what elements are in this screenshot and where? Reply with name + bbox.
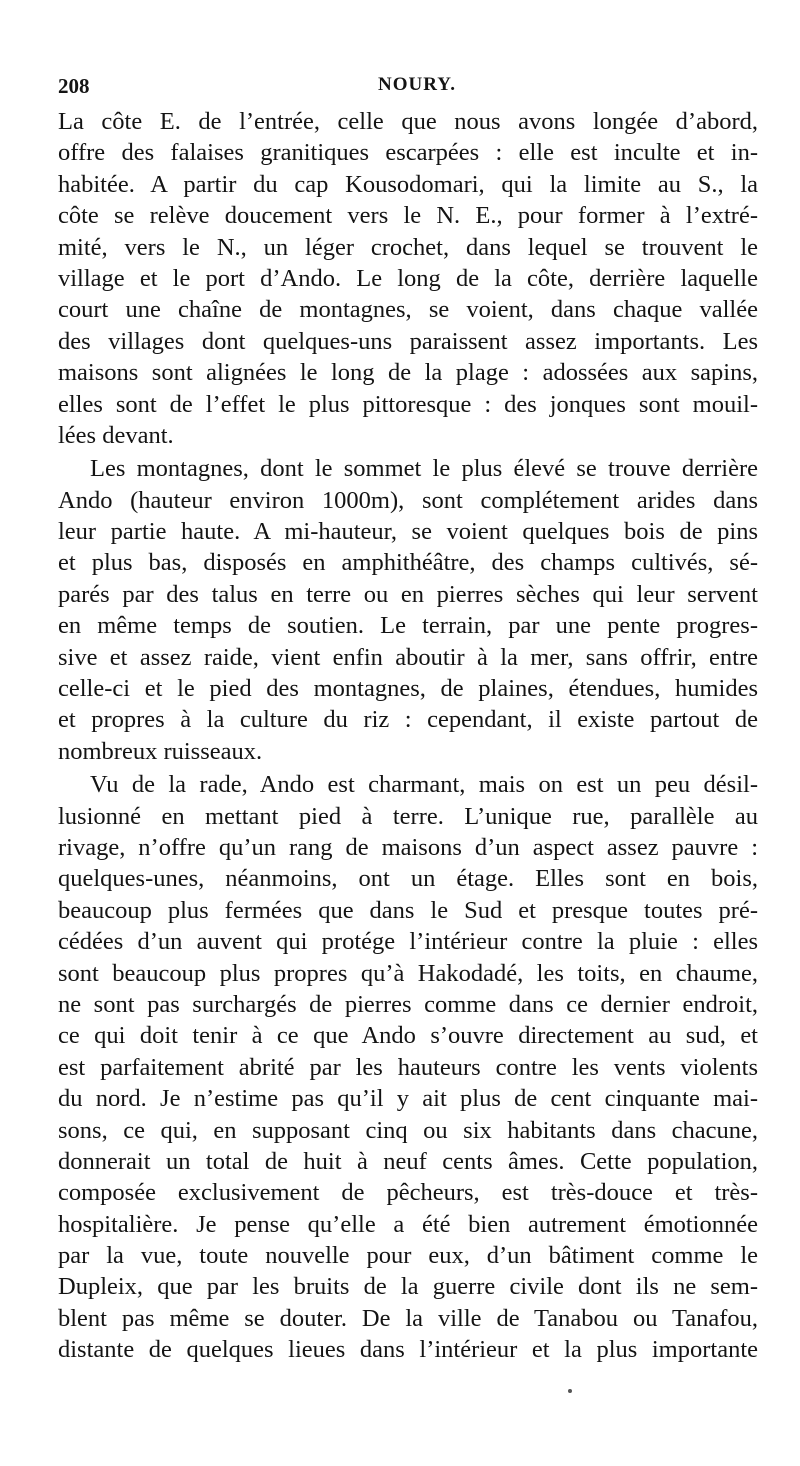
text-line: La côte E. de l’entrée, celle que nous avons longée d’abord, [58,108,758,135]
text-line: habitée. A partir du cap Kousodomari, qui la limite au S., la [58,170,758,198]
text-line: blent pas même se douter. De la ville de Tanabou ou Tanafou, [58,1304,758,1332]
page-header [58,74,748,100]
text-line: hospitalière. Je pense qu’elle a été bien autrement émotionnée [58,1210,758,1238]
text-line: celle-ci et le pied des montagnes, de plaines, étendues, humides [58,675,758,703]
page-number: 208 [58,74,90,98]
text-line: Dupleix, que par les bruits de la guerre civile dont ils ne sem- [58,1273,758,1301]
text-line: et plus bas, disposés en amphithéâtre, des champs cultivés, sé- [58,549,758,577]
paragraph-1 [58,106,758,451]
text-line: des villages dont quelques-uns paraissent assez importants. Les [58,327,758,355]
running-head: NOURY. [378,74,457,95]
text-line: lusionné en mettant pied à terre. L’unique rue, parallèle au [58,802,758,830]
text-line: sont beaucoup plus propres qu’à Hakodadé, les toits, en chaume, [58,959,758,987]
paragraph-3 [58,769,758,1365]
text-line: est parfaitement abrité par les hauteurs contre les vents violents [58,1053,758,1081]
text-line: lées devant. [58,421,174,449]
text-line: du nord. Je n’estime pas qu’il y ait plus de cent cinquante mai- [58,1085,758,1113]
text-line: Les montagnes, dont le sommet le plus élevé se trouve derrière [90,455,758,483]
text-line: et propres à la culture du riz : cependant, il existe partout de [58,706,758,734]
text-line: nombreux ruisseaux. [58,737,263,765]
body-text [58,106,758,1366]
paragraph-2 [58,453,758,767]
text-line: rivage, n’offre qu’un rang de maisons d’un aspect assez pauvre : [58,833,758,861]
text-line: court une chaîne de montagnes, se voient, dans chaque vallée [58,296,758,324]
text-line: ce qui doit tenir à ce que Ando s’ouvre directement au sud, et [58,1022,758,1050]
text-line: par la vue, toute nouvelle pour eux, d’un bâtiment comme le [58,1242,758,1270]
text-line: ne sont pas surchargés de pierres comme dans ce dernier endroit, [58,990,758,1018]
text-line: côte se relève doucement vers le N. E., pour former à l’extré- [58,202,758,230]
text-line: cédées d’un auvent qui protége l’intérieur contre la pluie : elles [58,928,758,956]
text-line: en même temps de soutien. Le terrain, par une pente progres- [58,612,758,640]
text-line: elles sont de l’effet le plus pittoresque : des jonques sont mouil- [58,390,758,418]
text-line: distante de quelques lieues dans l’intérieur et la plus importante [58,1336,758,1364]
text-line: parés par des talus en terre ou en pierres sèches qui leur servent [58,580,758,608]
text-line: Vu de la rade, Ando est charmant, mais on est un peu désil- [90,771,758,799]
text-line: sive et assez raide, vient enfin aboutir à la mer, sans offrir, entre [58,643,758,671]
ink-speck [568,1389,572,1393]
text-line: composée exclusivement de pêcheurs, est très-douce et très- [58,1179,758,1207]
text-line: maisons sont alignées le long de la plage : adossées aux sapins, [58,359,758,387]
text-line: village et le port d’Ando. Le long de la côte, derrière laquelle [58,264,758,292]
text-line: beaucoup plus fermées que dans le Sud et presque toutes pré- [58,896,758,924]
text-line: quelques-unes, néanmoins, ont un étage. Elles sont en bois, [58,865,758,893]
text-line: Ando (hauteur environ 1000m), sont complétement arides dans [58,486,758,514]
text-line: donnerait un total de huit à neuf cents âmes. Cette population, [58,1147,758,1175]
text-line: offre des falaises granitiques escarpées : elle est inculte et in- [58,139,758,167]
text-line: sons, ce qui, en supposant cinq ou six habitants dans chacune, [58,1116,758,1144]
text-line: mité, vers le N., un léger crochet, dans lequel se trouvent le [58,233,758,261]
text-line: leur partie haute. A mi-hauteur, se voient quelques bois de pins [58,518,758,546]
